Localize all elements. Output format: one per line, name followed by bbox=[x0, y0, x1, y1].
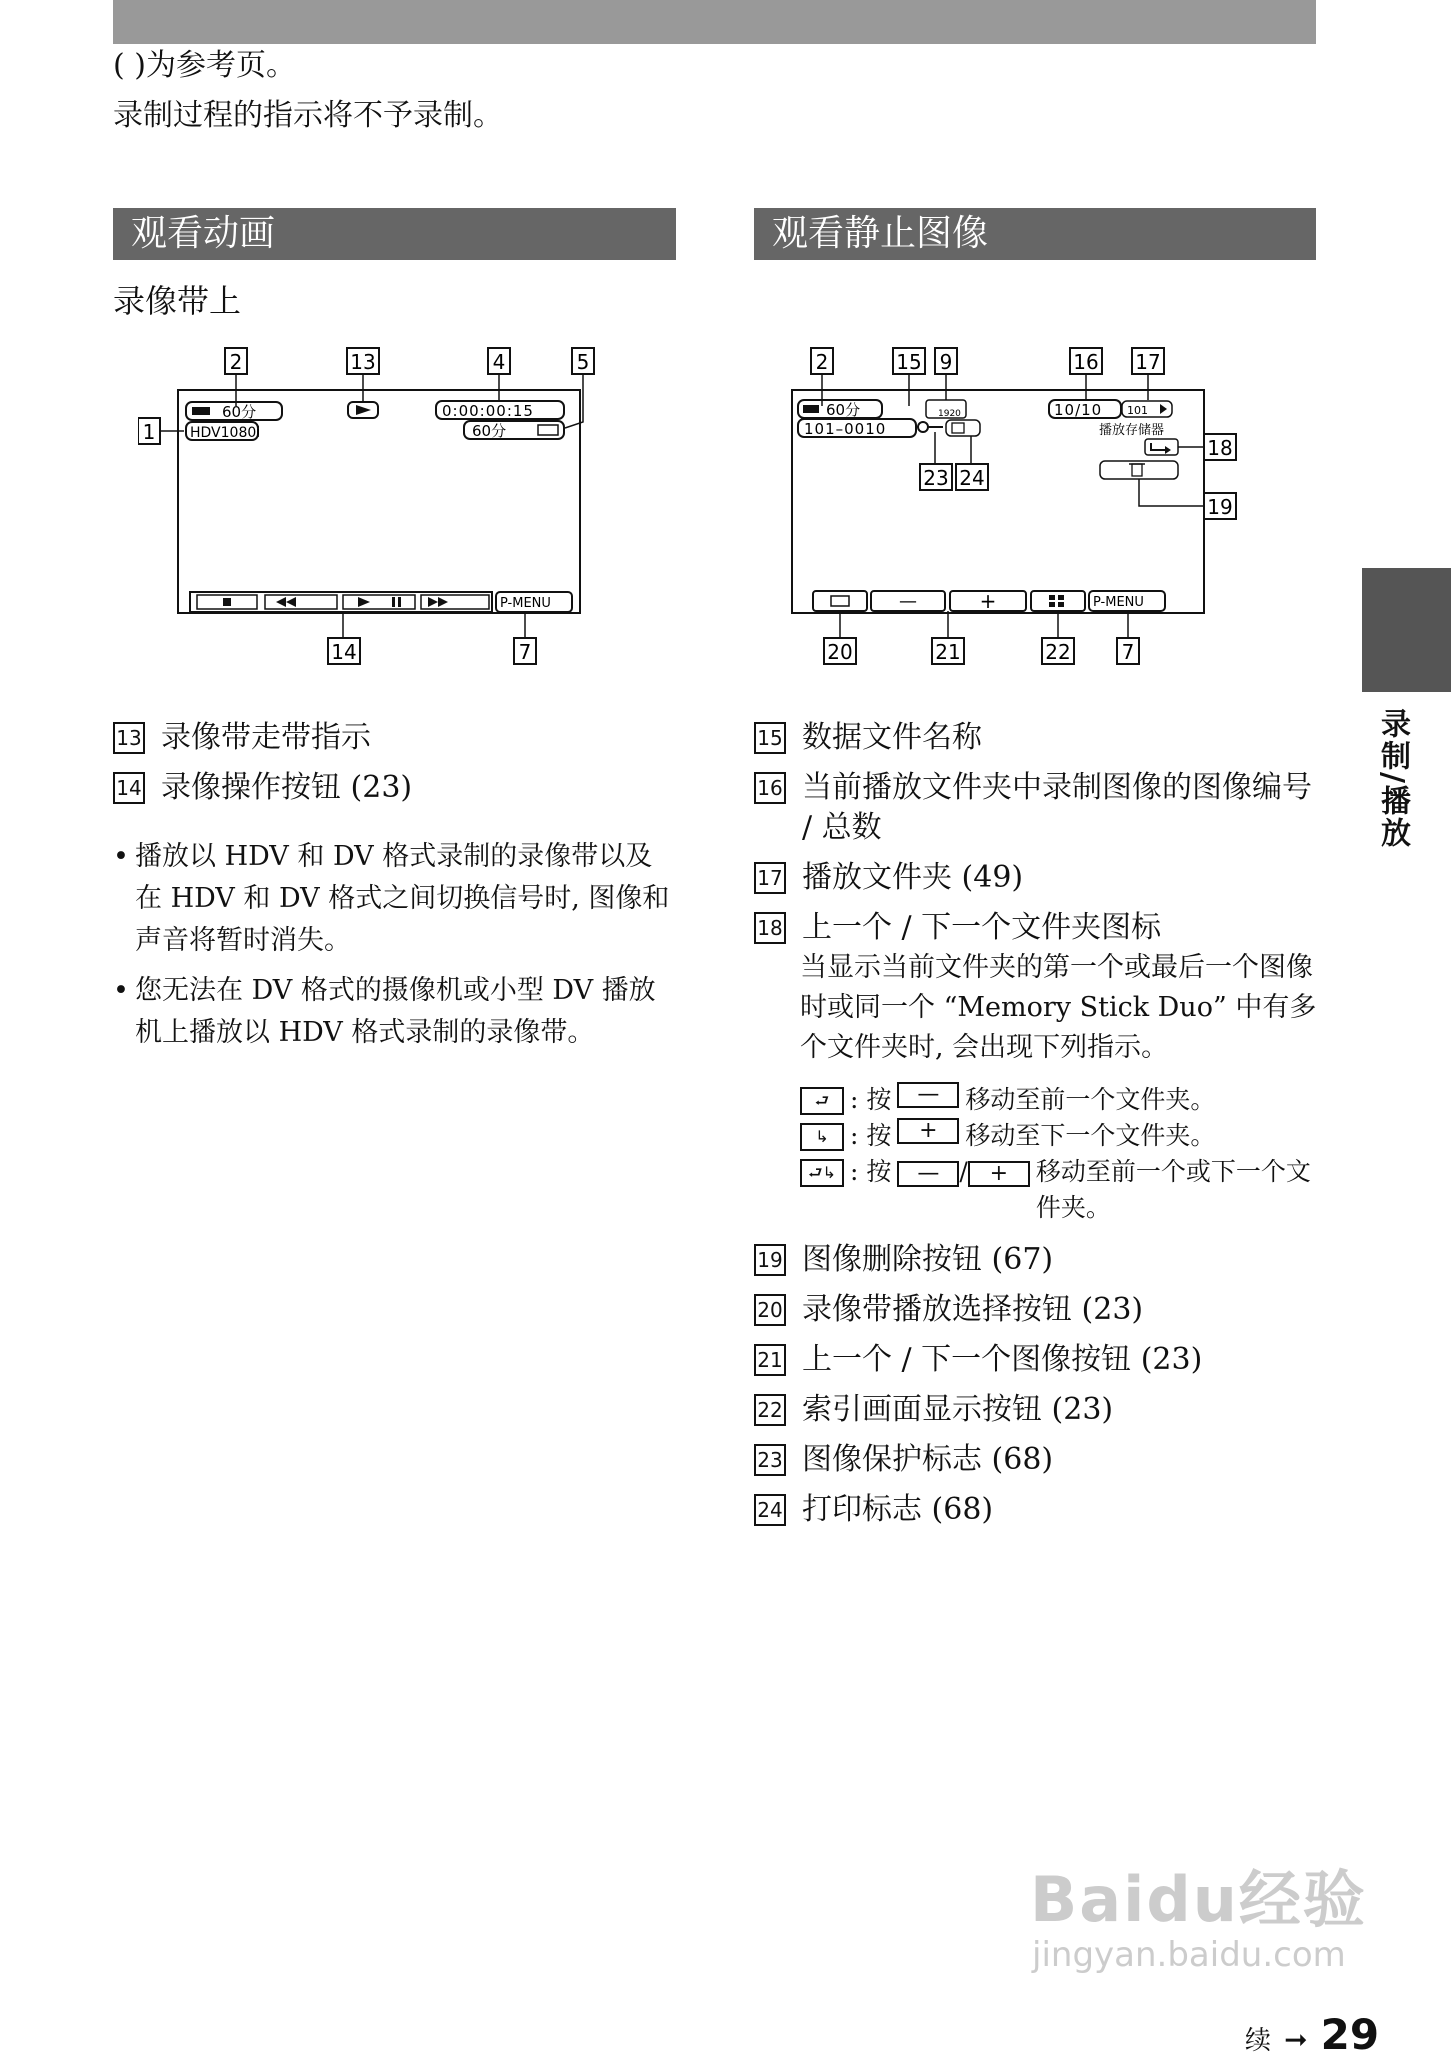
continued-label: 续 bbox=[1245, 2026, 1272, 2056]
callout-21 bbox=[932, 611, 964, 664]
pause-icon bbox=[392, 597, 395, 607]
list-item: 17 播放文件夹 (49) bbox=[754, 858, 1319, 898]
svg-text:7: 7 bbox=[518, 640, 532, 664]
svg-text:13: 13 bbox=[350, 350, 376, 374]
protect-key-icon bbox=[918, 422, 928, 432]
minus-key: — bbox=[897, 1082, 959, 1108]
side-tab-label: 录制/播放 bbox=[1375, 708, 1410, 849]
svg-text:14: 14 bbox=[331, 640, 357, 664]
svg-text:—: — bbox=[899, 591, 917, 612]
svg-text:P-MENU: P-MENU bbox=[1093, 595, 1144, 610]
list-item: 16 当前播放文件夹中录制图像的图像编号 / 总数 bbox=[754, 768, 1319, 848]
callout-24 bbox=[956, 436, 988, 490]
bullet-item: • 您无法在 DV 格式的摄像机或小型 DV 播放机上播放以 HDV 格式录制的录像带。 bbox=[113, 975, 656, 1048]
play-icon bbox=[358, 597, 370, 607]
right-item-list bbox=[754, 718, 1319, 1226]
callout-16 bbox=[1070, 348, 1102, 400]
callout-17 bbox=[1132, 348, 1164, 400]
callout-18 bbox=[1178, 434, 1236, 460]
still-image-diagram bbox=[778, 344, 1248, 674]
battery-text: 60分 bbox=[826, 401, 861, 419]
folder-number: 101 bbox=[1127, 404, 1148, 417]
trash-icon bbox=[1132, 464, 1142, 476]
svg-text:24: 24 bbox=[959, 466, 985, 490]
svg-text:22: 22 bbox=[1045, 640, 1071, 664]
top-bar bbox=[113, 0, 1316, 44]
callout-14 bbox=[328, 612, 360, 664]
folder-symbol-list bbox=[800, 1082, 1319, 1226]
intro-note-2: 录制过程的指示将不予录制。 bbox=[113, 98, 503, 133]
callout-23 bbox=[920, 432, 952, 490]
bullet-item: • 播放以 HDV 和 DV 格式录制的录像带以及在 HDV 和 DV 格式之间切换信号时, 图像和声音将暂时消失。 bbox=[113, 841, 670, 956]
svg-text:23: 23 bbox=[923, 466, 949, 490]
list-item: 13 录像带走带指示 bbox=[113, 718, 676, 758]
page-number: 29 bbox=[1320, 2010, 1380, 2059]
stop-icon bbox=[223, 598, 231, 606]
arrow-right-icon: ➞ bbox=[1284, 2023, 1308, 2056]
format-indicator: HDV1080i bbox=[190, 425, 261, 441]
rewind-button bbox=[265, 595, 337, 609]
svg-text:5: 5 bbox=[576, 350, 590, 374]
intro-note: ( )为参考页。 bbox=[113, 48, 296, 83]
tape-playback-select-button bbox=[813, 591, 867, 611]
list-item: 19 图像删除按钮 (67) bbox=[754, 1240, 1319, 1280]
svg-text:7: 7 bbox=[1121, 640, 1135, 664]
timecode: 0:00:00:15 bbox=[442, 402, 534, 420]
list-item: 18 上一个 / 下一个文件夹图标 bbox=[754, 908, 1319, 948]
list-item: 21 上一个 / 下一个图像按钮 (23) bbox=[754, 1340, 1319, 1380]
callout-2 bbox=[225, 348, 247, 406]
battery-text: 60分 bbox=[222, 403, 257, 421]
symbol-row: ⮐↳ : 按 — / + 移动至前一个或下一个文件夹。 bbox=[800, 1154, 1319, 1226]
tape-playback-diagram bbox=[138, 344, 598, 674]
svg-text:+: + bbox=[979, 589, 997, 613]
callout-22 bbox=[1042, 611, 1074, 664]
watermark-logo: Baidu经验 bbox=[1030, 1863, 1367, 1936]
list-item: 14 录像操作按钮 (23) bbox=[113, 768, 676, 808]
list-item: 24 打印标志 (68) bbox=[754, 1490, 1319, 1530]
watermark-url: jingyan.baidu.com bbox=[1032, 1935, 1346, 1975]
symbol-row: ↳ : 按 + 移动至下一个文件夹。 bbox=[800, 1118, 1319, 1154]
callout-2 bbox=[811, 348, 833, 406]
image-counter: 10/10 bbox=[1054, 401, 1103, 419]
svg-text:4: 4 bbox=[492, 350, 506, 374]
list-item: 22 索引画面显示按钮 (23) bbox=[754, 1390, 1319, 1430]
left-bullets bbox=[113, 836, 679, 1054]
plus-key: + bbox=[968, 1161, 1030, 1187]
tape-remaining: 60分 bbox=[472, 422, 507, 440]
rewind-icon bbox=[276, 597, 286, 607]
svg-text:21: 21 bbox=[935, 640, 961, 664]
svg-text:20: 20 bbox=[827, 640, 853, 664]
page-footer bbox=[1245, 2010, 1379, 2059]
subtitle-on-tape: 录像带上 bbox=[113, 282, 242, 320]
left-item-list bbox=[113, 718, 676, 808]
list-item: 20 录像带播放选择按钮 (23) bbox=[754, 1290, 1319, 1330]
callout-7 bbox=[1117, 611, 1139, 664]
section-title-still-images: 观看静止图像 bbox=[754, 208, 1316, 260]
folder-arrow-icon bbox=[1160, 404, 1167, 414]
tape-icon bbox=[831, 596, 849, 606]
item-18-description: 当显示当前文件夹的第一个或最后一个图像时或同一个 “Memory Stick Duo” 中有多个文件夹时, 会出现下列指示。 bbox=[800, 952, 1317, 1063]
battery-icon bbox=[192, 407, 210, 415]
symbol-row: ⮐ : 按 — 移动至前一个文件夹。 bbox=[800, 1082, 1319, 1118]
svg-text:17: 17 bbox=[1135, 350, 1161, 374]
section-title-movies: 观看动画 bbox=[113, 208, 676, 260]
svg-text:18: 18 bbox=[1207, 436, 1233, 460]
callout-15 bbox=[893, 348, 925, 406]
callout-13 bbox=[347, 348, 379, 401]
callout-9 bbox=[935, 348, 957, 400]
play-pause-button bbox=[343, 595, 415, 609]
svg-text:15: 15 bbox=[896, 350, 922, 374]
tape-icon bbox=[538, 425, 558, 435]
right-item-list-2 bbox=[754, 1240, 1319, 1530]
side-tab bbox=[1362, 568, 1451, 692]
list-item: 15 数据文件名称 bbox=[754, 718, 1319, 758]
index-button bbox=[1031, 591, 1085, 611]
next-folder-icon bbox=[1145, 439, 1178, 455]
callout-20 bbox=[824, 611, 856, 664]
svg-text:9: 9 bbox=[939, 350, 953, 374]
callout-4 bbox=[488, 348, 510, 401]
prev-next-folder-icon: ⮐↳ bbox=[800, 1159, 844, 1187]
battery-icon bbox=[803, 405, 819, 413]
list-item: 23 图像保护标志 (68) bbox=[754, 1440, 1319, 1480]
plus-key: + bbox=[897, 1118, 959, 1144]
callout-19 bbox=[1139, 479, 1236, 519]
svg-text:19: 19 bbox=[1207, 495, 1233, 519]
next-folder-icon: ↳ bbox=[800, 1123, 844, 1151]
svg-text:2: 2 bbox=[229, 350, 243, 374]
image-size-text: 1920 bbox=[938, 409, 961, 419]
folder-label: 播放存储器 bbox=[1099, 423, 1165, 438]
svg-text:16: 16 bbox=[1073, 350, 1099, 374]
svg-text:1: 1 bbox=[142, 420, 156, 444]
play-indicator-icon bbox=[356, 405, 371, 415]
minus-key: — bbox=[897, 1161, 959, 1187]
fast-forward-icon bbox=[428, 597, 438, 607]
svg-text:2: 2 bbox=[815, 350, 829, 374]
svg-text:P-MENU: P-MENU bbox=[500, 596, 551, 611]
callout-7 bbox=[514, 612, 536, 664]
file-name-text: 101–0010 bbox=[804, 420, 887, 438]
previous-folder-icon: ⮐ bbox=[800, 1087, 844, 1115]
index-icon bbox=[1049, 595, 1055, 600]
